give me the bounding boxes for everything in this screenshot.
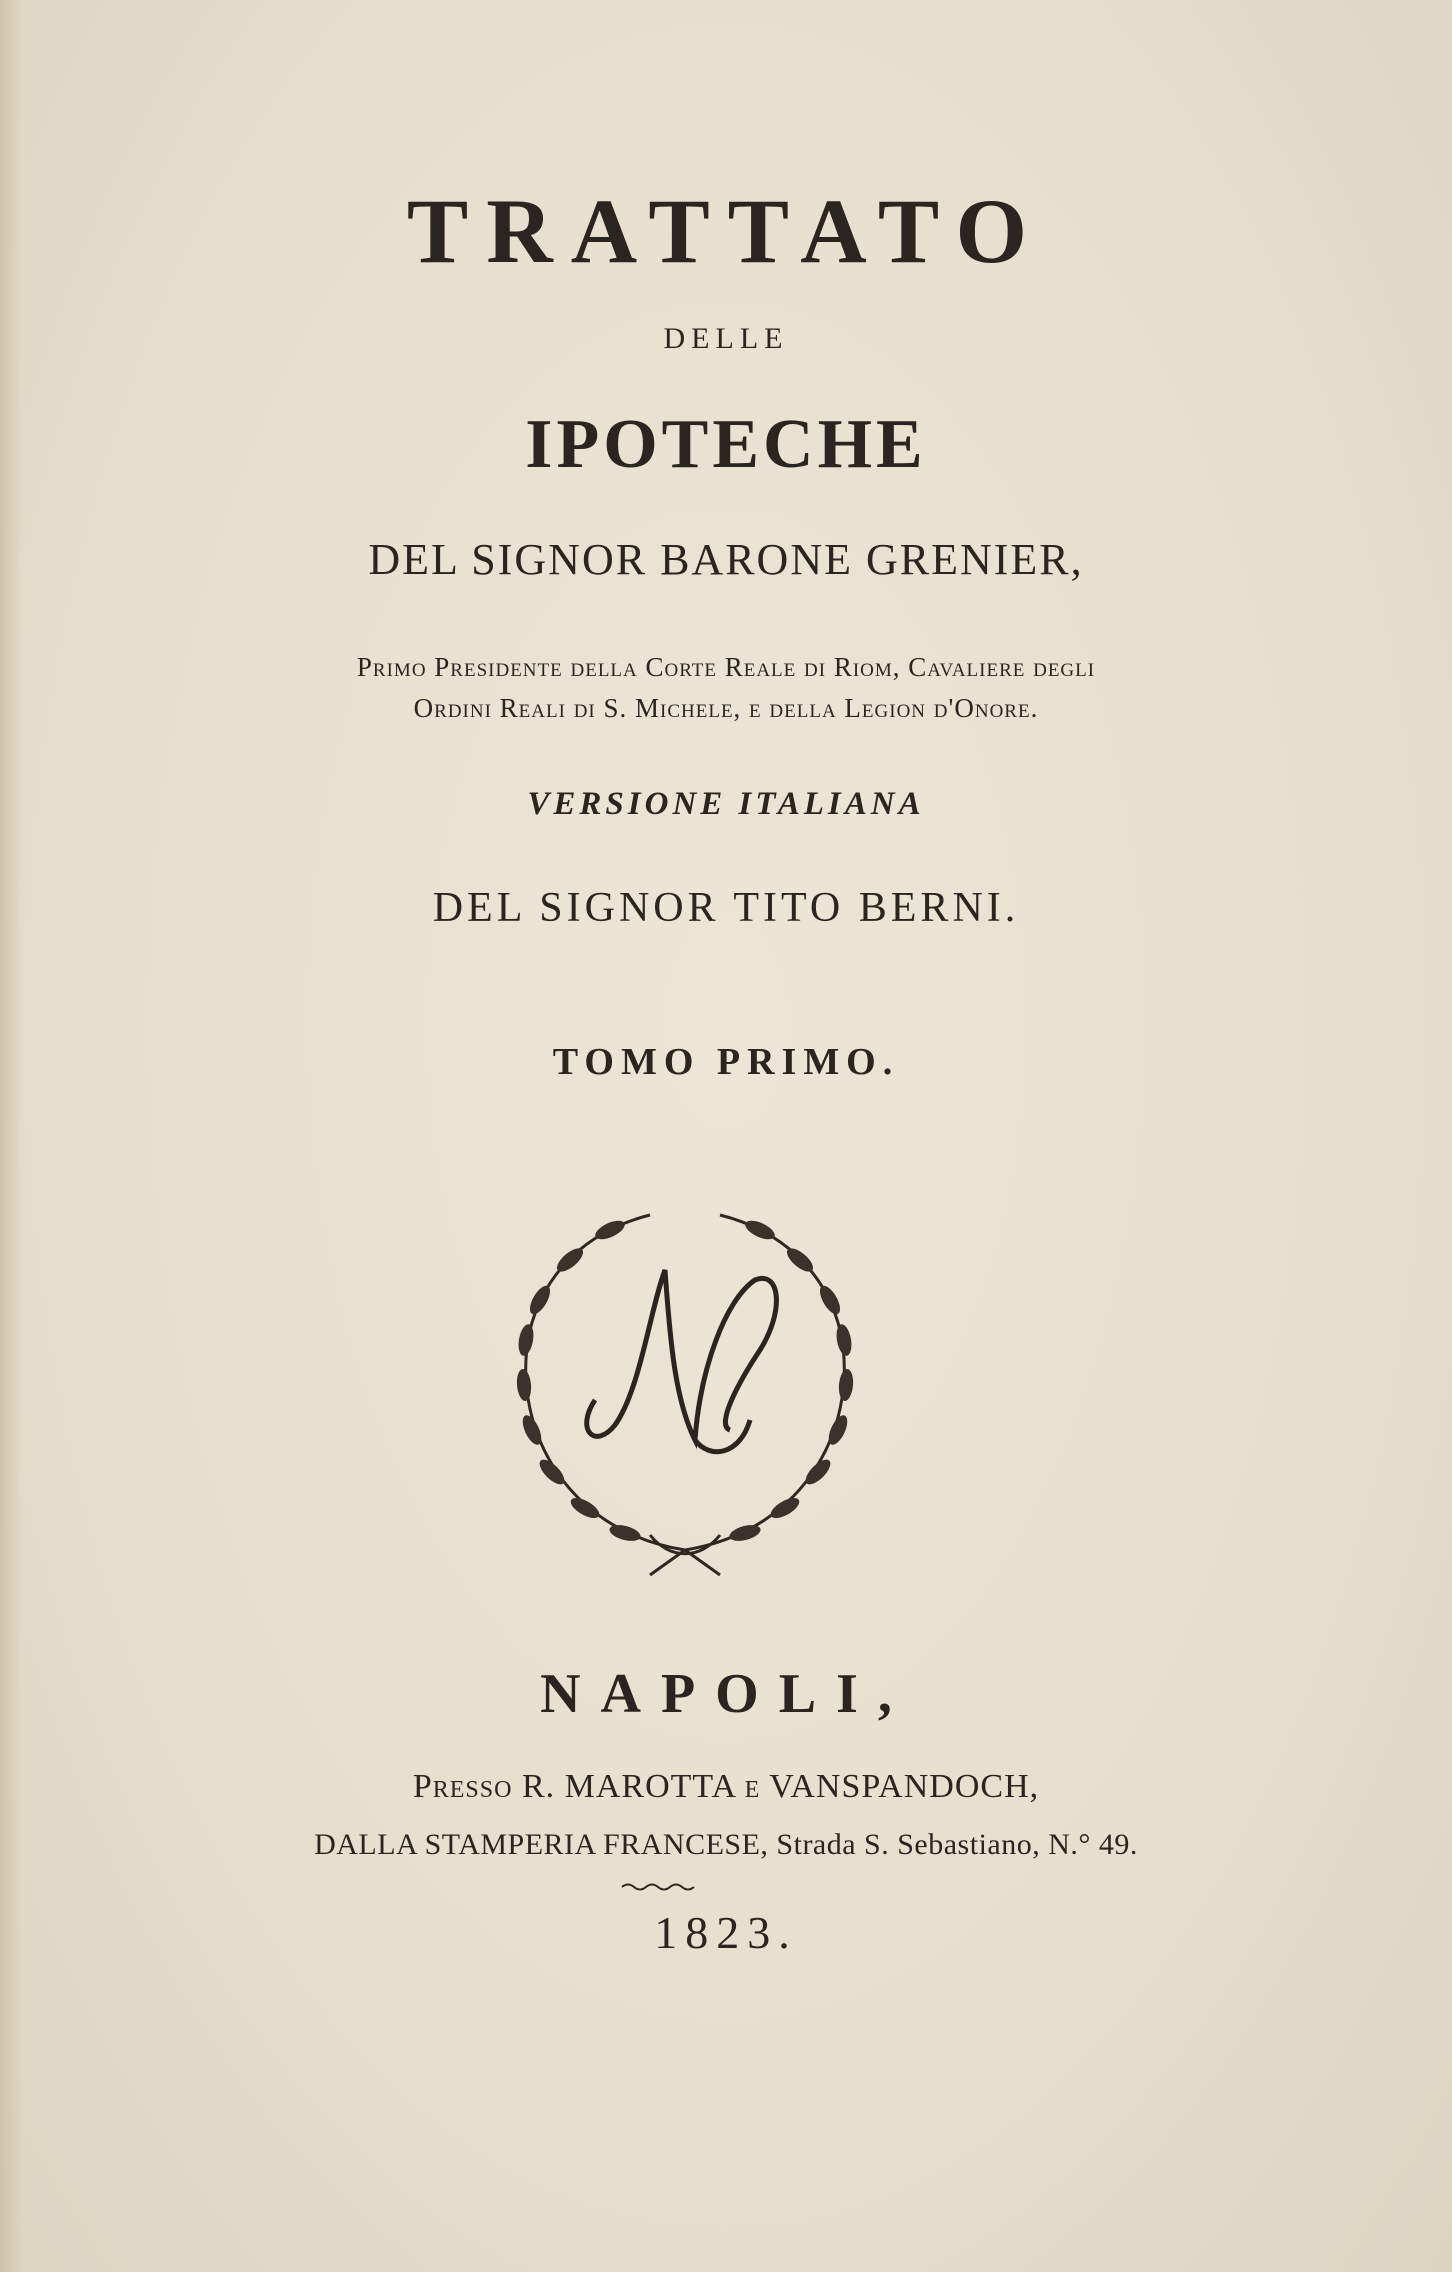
author-line: DEL SIGNOR BARONE GRENIER, bbox=[368, 535, 1084, 584]
volume-line: TOMO PRIMO. bbox=[552, 1041, 900, 1083]
title-connector: DELLE bbox=[663, 322, 789, 355]
book-subject: IPOTECHE bbox=[525, 406, 927, 483]
imprint-year: 1823. bbox=[654, 1907, 798, 1958]
imprint-publisher: Presso R. MAROTTA e VANSPANDOCH, bbox=[412, 1768, 1040, 1805]
author-titles-line-2: Ordini Reali di S. Michele, e della Legion d'Onore. bbox=[413, 693, 1039, 723]
ornamental-rule bbox=[620, 1882, 700, 1892]
version-line: VERSIONE ITALIANA bbox=[527, 786, 925, 822]
author-titles-line-1: Primo Presidente della Corte Reale di Riom, Cavaliere degli bbox=[356, 652, 1096, 682]
book-title: TRATTATO bbox=[406, 180, 1046, 282]
translator-line: DEL SIGNOR TITO BERNI. bbox=[432, 885, 1020, 931]
monogram-wreath-icon bbox=[500, 1190, 870, 1580]
imprint-city: NAPOLI, bbox=[540, 1663, 912, 1725]
imprint-press: DALLA STAMPERIA FRANCESE, Strada S. Sebastiano, N.° 49. bbox=[314, 1828, 1138, 1861]
